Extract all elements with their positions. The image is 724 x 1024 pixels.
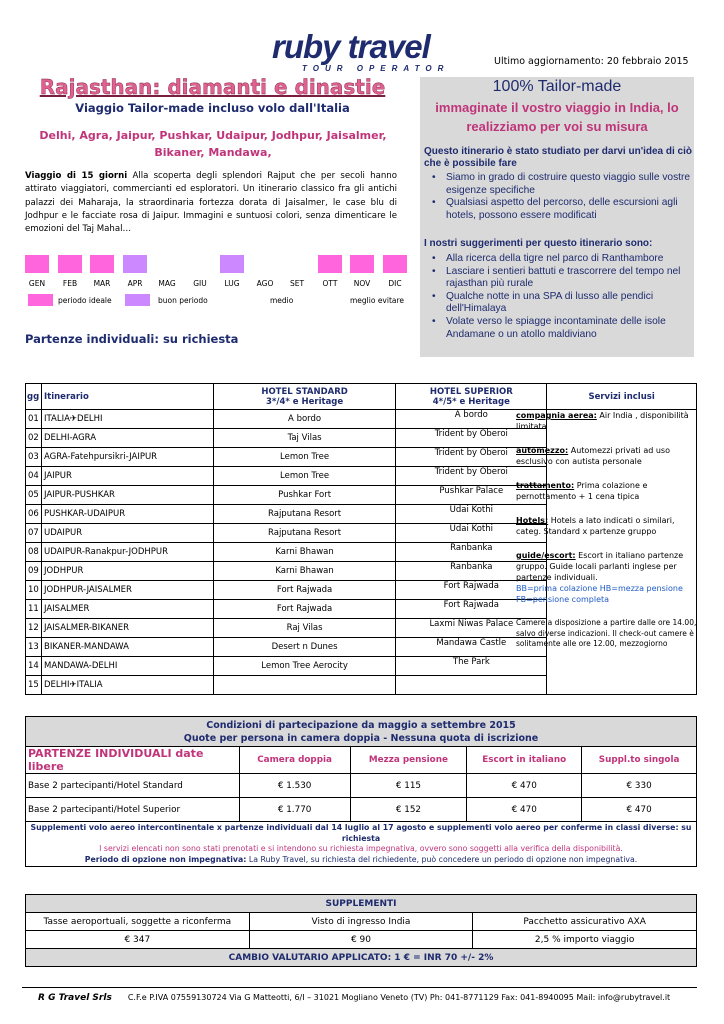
table-cell: € 470 [467,774,582,798]
route-cell: JAISALMER-BIKANER [41,619,213,638]
standard-hotel-cell [213,676,396,695]
superior-hotel-cell: Mandawa Castle [396,638,547,657]
standard-hotel-cell: Desert n Dunes [213,638,396,657]
superior-hotel-cell: Fort Rajwada [396,581,547,600]
calendar-swatch [285,255,309,273]
day-cell: 03 [26,448,42,467]
col-header-departures: PARTENZE INDIVIDUALI date libere [26,747,240,774]
trip-description-text: Alla scoperta degli splendori Rajput che per secoli hanno attirato viaggiatori, commercianti ed esploratori. Un itinerario classico fra gli antichi palazzi dei Maharaja, la straordinaria fortezza dorata di Jaisalmer, le case blu di Jodhpur e le facciate rosa di Jaipur. Immagini e suntuosi colori, senza dimenticare le emozioni del Taj Mahal… [25,171,398,235]
table-cell: € 470 [582,798,697,822]
col-header-standard [213,384,396,410]
calendar-swatch [25,255,49,273]
services-included [516,410,697,650]
service-flight [516,410,697,432]
footer-divider [22,987,697,988]
standard-hotel-cell: Fort Rajwada [213,581,396,600]
table-cell: € 90 [249,931,473,949]
panel-bullets-1 [424,172,694,222]
standard-hotel-cell: Lemon Tree [213,467,396,486]
conditions-header [26,717,697,747]
col-header-route: Itinerario [41,384,213,410]
day-cell: 05 [26,486,42,505]
legend-swatch-good [125,294,150,306]
col-header-double: Camera doppia [239,747,350,774]
calendar-swatch [383,255,407,273]
day-cell: 13 [26,638,42,657]
route-cell: JODHPUR-JAISALMER [41,581,213,600]
service-label: compagnia aerea: [516,411,597,420]
logo-text: ruby travel [272,28,430,65]
tailor-made-title: 100% Tailor-made [492,78,622,95]
conditions-subtitle: Quote per persona in camera doppia - Nessuna quota di iscrizione [183,732,539,744]
route-cell: JAIPUR [41,467,213,486]
trip-description [25,170,397,236]
list-item: • Lasciare i sentieri battuti e trascorrere del tempo nel rajasthan più rurale [428,266,694,291]
cities-list: Delhi, Agra, Jaipur, Pushkar, Udaipur, Jodhpur, Jaisalmer, Bikaner, Mandawa, [39,129,387,159]
conditions-notes [26,822,697,867]
service-text: Automezzi privati ad uso esclusivo con autista personale [516,446,670,466]
route-cell: DELHI-AGRA [41,429,213,448]
superior-hotel-cell: Laxmi Niwas Palace [396,619,547,638]
service-guide [516,550,697,583]
checkin-note: Camere a disposizione a partire dalle ore 14.00, salvo diverse indicazioni. Il check-out camere è solitamente alle ore 12.00, mezzogiorno [516,618,697,648]
day-cell: 09 [26,562,42,581]
table-cell: Base 2 partecipanti/Hotel Standard [26,774,240,798]
departures-info: Partenze individuali: su richiesta [25,332,239,346]
col-header-single: Suppl.to singola [582,747,697,774]
logo [272,30,452,72]
standard-hotel-cell: Rajputana Resort [213,524,396,543]
legend-avoid: meglio evitare [350,296,405,305]
superior-subtitle: 4*/5* e Heritage [432,396,510,407]
superior-hotel-cell: Ranbanka [396,562,547,581]
col-header-escort: Escort in italiano [467,747,582,774]
table-cell: € 152 [350,798,467,822]
panel-intro: Questo itinerario è stato studiato per darvi un'idea di ciò che è possibile fare [424,146,692,169]
standard-hotel-cell: Raj Vilas [213,619,396,638]
calendar-month: MAG [158,279,176,288]
day-cell: 11 [26,600,42,619]
calendar-swatch [318,255,342,273]
service-label: automezzo: [516,446,569,455]
route-cell: BIKANER-MANDAWA [41,638,213,657]
col-header-taxes: Tasse aeroportuali, soggette a riconferma [26,913,250,931]
route-cell: JODHPUR [41,562,213,581]
list-item: • Qualsiasi aspetto del percorso, delle escursioni agli hotels, possono essere modificati [428,197,694,222]
legend-ideal: periodo ideale [58,296,112,305]
superior-title: HOTEL SUPERIOR [429,386,513,397]
superior-hotel-cell: Udai Kothi [396,524,547,543]
col-header-visa: Visto di ingresso India [249,913,473,931]
col-header-insurance: Pacchetto assicurativo AXA [473,913,697,931]
supplements-table [25,894,697,967]
trip-duration: Viaggio di 15 giorni [25,171,128,181]
calendar-month: OTT [322,279,338,288]
service-board [516,480,697,502]
service-label: Hotels: [516,516,549,525]
calendar-month: SET [289,279,305,288]
company-details: C.F.e P.IVA 07559130724 Via G Matteotti, 6/I – 31021 Mogliano Veneto (TV) Ph: 041-8771129 Fax: 041-8940095 Mail: info@rubytravel.it [127,993,671,1002]
calendar-swatch [188,255,212,273]
service-label: trattamento: [516,481,575,490]
calendar-swatch [90,255,114,273]
conditions-title: Condizioni di partecipazione da maggio a settembre 2015 [206,719,516,731]
table-cell: € 115 [350,774,467,798]
superior-hotel-cell: A bordo [396,410,547,429]
list-item: • Alla ricerca della tigre nel parco di Ranthambore [428,253,694,266]
service-text: Air India , disponibilità limitata [516,411,689,431]
calendar-month: AGO [256,279,274,288]
calendar-month: LUG [224,279,240,288]
standard-hotel-cell: Pushkar Fort [213,486,396,505]
panel-bullets-2 [424,253,694,341]
day-cell: 07 [26,524,42,543]
standard-hotel-cell: A bordo [213,410,396,429]
calendar-swatch [58,255,82,273]
booking-note: I servizi elencati non sono stati prenotati e si intendono su richiesta impegnativa, ovvero sono soggetti alla verifica della disponibilità. [99,844,623,853]
legend-swatch-ideal [28,294,53,306]
calendar-swatch [350,255,374,273]
superior-hotel-cell: Trident by Oberoi [396,467,547,486]
calendar-month: NOV [353,279,371,288]
day-cell: 04 [26,467,42,486]
route-cell: MANDAWA-DELHI [41,657,213,676]
day-cell: 08 [26,543,42,562]
company-name: R G Travel Srls [38,993,112,1003]
logo-subtitle: TOUR OPERATOR [302,64,450,73]
superior-hotel-cell [396,676,547,695]
last-updated: Ultimo aggiornamento: 20 febbraio 2015 [494,56,689,67]
standard-subtitle: 3*/4* e Heritage [266,396,344,407]
day-cell: 02 [26,429,42,448]
option-label: Periodo di opzione non impegnativa: [84,854,247,864]
service-hotels [516,515,697,537]
day-cell: 12 [26,619,42,638]
route-cell: ITALIA✈DELHI [41,410,213,429]
service-label: guide/escort: [516,551,576,560]
standard-hotel-cell: Karni Bhawan [213,543,396,562]
calendar-swatch [155,255,179,273]
standard-hotel-cell: Karni Bhawan [213,562,396,581]
table-cell: Base 2 partecipanti/Hotel Superior [26,798,240,822]
calendar-month: FEB [62,279,78,288]
list-item: • Volate verso le spiagge incontaminate delle isole Andamane o un atollo maldiviano [428,316,694,341]
day-cell: 14 [26,657,42,676]
calendar-month: GIU [193,279,207,288]
standard-hotel-cell: Lemon Tree Aerocity [213,657,396,676]
standard-title: HOTEL STANDARD [261,386,348,397]
legend-good: buon periodo [158,296,208,305]
calendar-swatch [220,255,244,273]
list-item: • Siamo in grado di costruire questo viaggio sulle vostre esigenze specifiche [428,172,694,197]
standard-hotel-cell: Taj Vilas [213,429,396,448]
standard-hotel-cell: Lemon Tree [213,448,396,467]
table-cell: € 330 [582,774,697,798]
route-cell: JAISALMER [41,600,213,619]
footer [38,993,670,1003]
table-row [26,798,697,822]
calendar-month: DIC [388,279,402,288]
superior-hotel-cell: Pushkar Palace [396,486,547,505]
route-cell: UDAIPUR [41,524,213,543]
route-cell: UDAIPUR-Ranakpur-JODHPUR [41,543,213,562]
panel-suggestions-title: I nostri suggerimenti per questo itinerario sono: [424,238,653,249]
route-cell: DELHI✈ITALIA [41,676,213,695]
col-header-half-board: Mezza pensione [350,747,467,774]
service-car [516,445,697,467]
day-cell: 10 [26,581,42,600]
superior-hotel-cell: Fort Rajwada [396,600,547,619]
supplement-note: Supplementi volo aereo intercontinentale x partenze individuali dal 14 luglio al 17 agosto e supplementi volo aereo per conferme in classi diverse: su richiesta [30,823,692,843]
superior-hotel-cell: Trident by Oberoi [396,429,547,448]
option-text: La Ruby Travel, su richiesta del richiedente, può concedere un periodo di opzione non impegnativa. [246,854,638,864]
legend-medium: medio [270,296,294,305]
standard-hotel-cell: Rajputana Resort [213,505,396,524]
exchange-rate: CAMBIO VALUTARIO APPLICATO: 1 € = INR 70 +/- 2% [26,949,697,967]
col-header-day: gg [26,384,42,410]
table-cell: € 1.770 [239,798,350,822]
service-text: Hotels a lato indicati o similari, categ. Standard x partenze gruppo [516,516,675,536]
route-cell: PUSHKAR-UDAIPUR [41,505,213,524]
list-item: • Qualche notte in una SPA di lusso alle pendici dell'Himalaya [428,291,694,316]
calendar-swatch [253,255,277,273]
col-header-services: Servizi inclusi [547,384,697,410]
service-text: Prima colazione e pernottamento + 1 cena tipica [516,481,648,501]
day-cell: 01 [26,410,42,429]
calendar-month: GEN [28,279,46,288]
board-legend: BB=prima colazione HB=mezza pensione FB=pensione completa [516,584,683,604]
superior-hotel-cell: The Park [396,657,547,676]
calendar-month: APR [127,279,143,288]
service-text: Escort in italiano partenze gruppo. Guide locali parlanti inglese per partenze individuali. [516,551,684,582]
table-cell: € 1.530 [239,774,350,798]
route-cell: AGRA-Fatehpursikri-JAIPUR [41,448,213,467]
route-cell: JAIPUR-PUSHKAR [41,486,213,505]
page-title: Rajasthan: diamanti e dinastie [39,75,386,99]
table-cell: € 347 [26,931,250,949]
supplements-title: SUPPLEMENTI [26,895,697,913]
conditions-table [25,716,697,867]
page-subtitle: Viaggio Tailor-made incluso volo dall'Italia [75,101,350,115]
table-cell: 2,5 % importo viaggio [473,931,697,949]
day-cell: 06 [26,505,42,524]
calendar-swatch [123,255,147,273]
col-header-superior [396,384,547,410]
superior-hotel-cell: Trident by Oberoi [396,448,547,467]
superior-hotel-cell: Udai Kothi [396,505,547,524]
tailor-made-subtitle: immaginate il vostro viaggio in India, lo realizziamo per voi su misura [435,100,679,134]
day-cell: 15 [26,676,42,695]
table-cell: € 470 [467,798,582,822]
standard-hotel-cell: Fort Rajwada [213,600,396,619]
table-row [26,774,697,798]
calendar-month: MAR [93,279,111,288]
superior-hotel-cell: Ranbanka [396,543,547,562]
